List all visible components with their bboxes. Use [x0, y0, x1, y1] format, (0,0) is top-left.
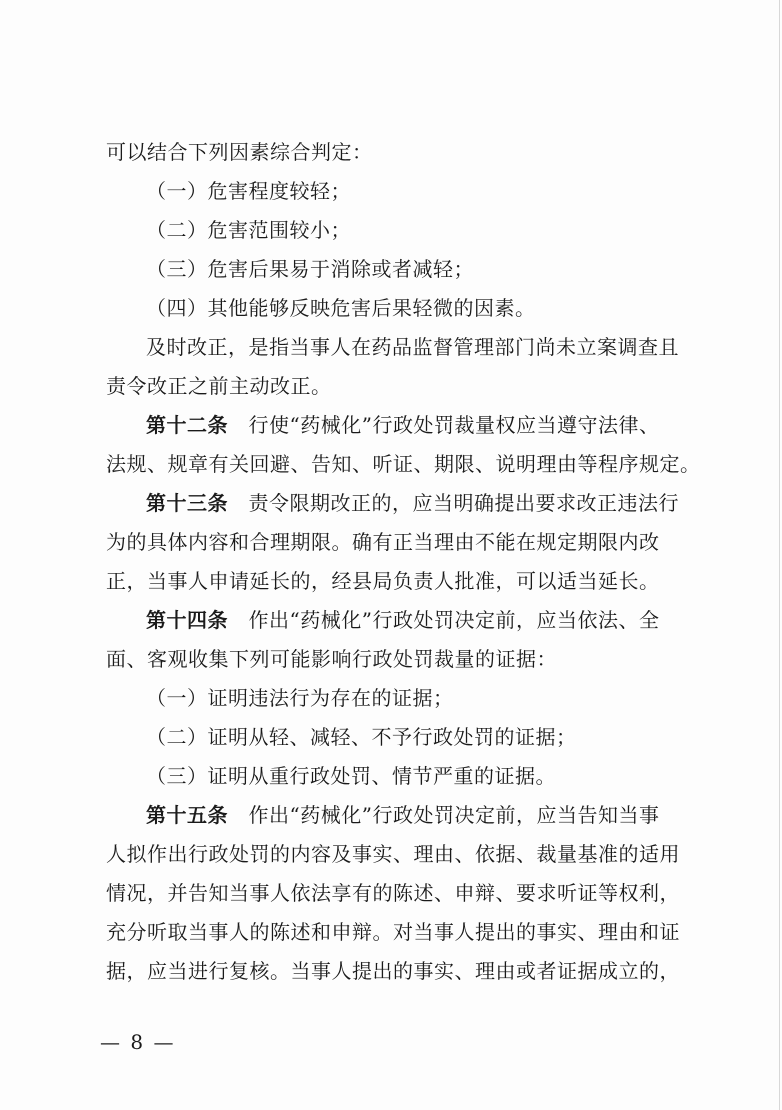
article-12-line-1: 第十二条 行使“药械化”行政处罚裁量权应当遵守法律、: [146, 413, 660, 437]
article-heading: 第十五条: [146, 803, 228, 827]
article-13-line-3: 正，当事人申请延长的，经县局负责人批准，可以适当延长。: [106, 569, 660, 593]
article-heading: 第十二条: [146, 413, 228, 437]
article-15-line-3: 情况，并告知当事人依法享有的陈述、申辩、要求听证等权利，: [106, 881, 680, 905]
article-12-line-2: 法规、规章有关回避、告知、听证、期限、说明理由等程序规定。: [106, 452, 701, 476]
article-14-item-2: （二）证明从轻、减轻、不予行政处罚的证据；: [146, 725, 577, 749]
article-15-line-4: 充分听取当事人的陈述和申辩。对当事人提出的事实、理由和证: [106, 920, 680, 944]
page-number: — 8 —: [100, 1030, 176, 1054]
article-15-line-1: 第十五条 作出“药械化”行政处罚决定前，应当告知当事: [146, 803, 660, 827]
article-15-line-2: 人拟作出行政处罚的内容及事实、理由、依据、裁量基准的适用: [106, 842, 680, 866]
article-14-item-1: （一）证明违法行为存在的证据；: [146, 686, 454, 710]
article-14-line-1: 第十四条 作出“药械化”行政处罚决定前，应当依法、全: [146, 608, 660, 632]
text-line-1: 可以结合下列因素综合判定：: [106, 140, 373, 164]
article-15-line-5: 据，应当进行复核。当事人提出的事实、理由或者证据成立的，: [106, 959, 680, 983]
text-line-7: 责令改正之前主动改正。: [106, 374, 332, 398]
article-13-line-1: 第十三条 责令限期改正的，应当明确提出要求改正违法行: [146, 491, 679, 515]
page-edge-line: [779, 0, 780, 1110]
article-14-line-2: 面、客观收集下列可能影响行政处罚裁量的证据：: [106, 647, 557, 671]
list-item-4: （四）其他能够反映危害后果轻微的因素。: [146, 296, 536, 320]
list-item-3: （三）危害后果易于消除或者减轻；: [146, 257, 474, 281]
list-item-1: （一）危害程度较轻；: [146, 179, 351, 203]
article-heading: 第十四条: [146, 608, 228, 632]
list-item-2: （二）危害范围较小；: [146, 218, 351, 242]
article-heading: 第十三条: [146, 491, 228, 515]
article-14-item-3: （三）证明从重行政处罚、情节严重的证据。: [146, 764, 556, 788]
article-13-line-2: 为的具体内容和合理期限。确有正当理由不能在规定期限内改: [106, 530, 660, 554]
text-line-6: 及时改正，是指当事人在药品监督管理部门尚未立案调查且: [146, 335, 679, 359]
